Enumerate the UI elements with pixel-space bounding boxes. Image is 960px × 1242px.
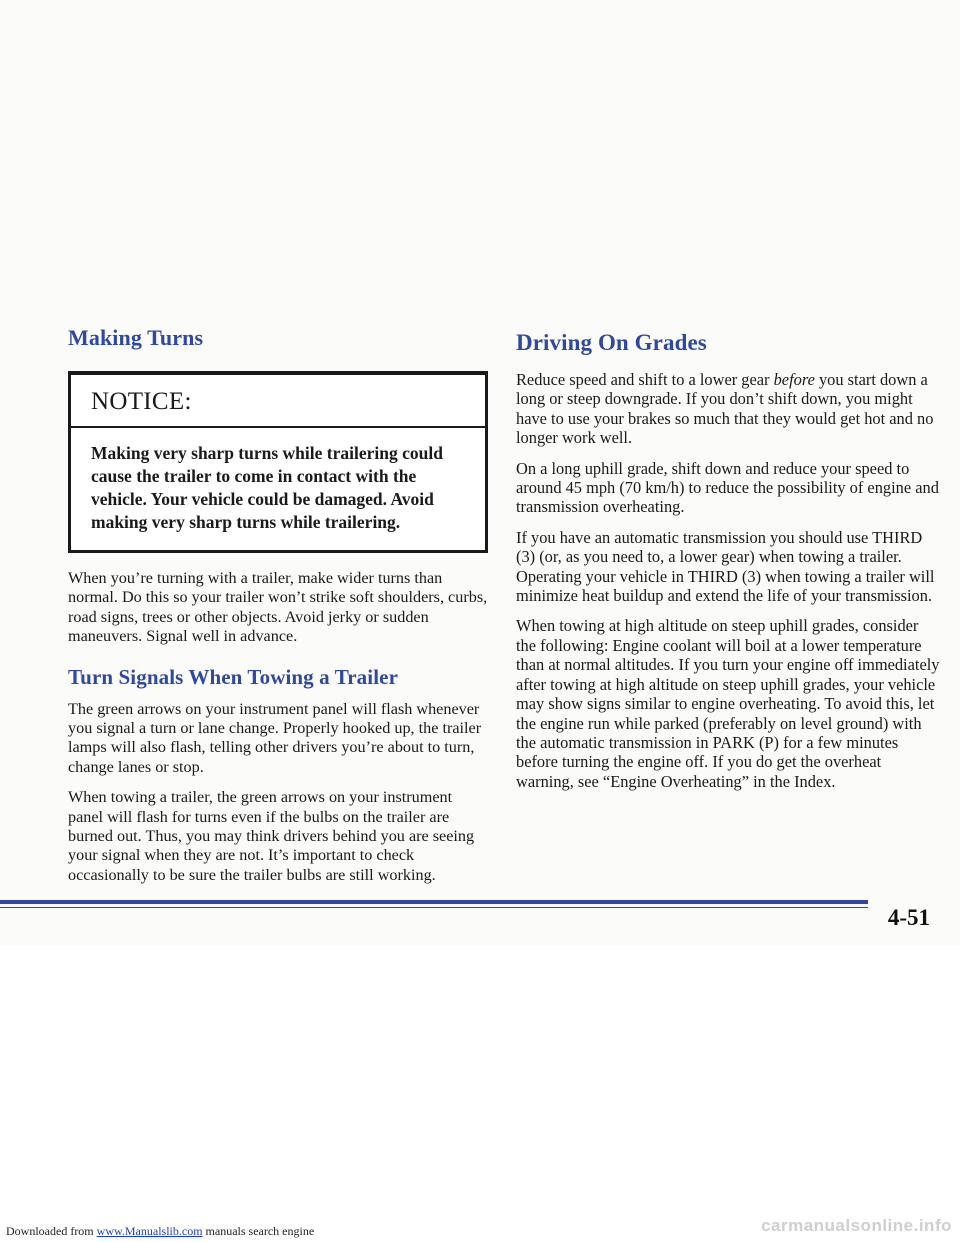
notice-text: Making very sharp turns while trailering could cause the trailer to come in contact with the vehicle. Your vehicle could be damaged. Avoid making very sharp turns while trailering. bbox=[91, 443, 443, 532]
right-column bbox=[516, 330, 941, 791]
left-column bbox=[68, 325, 488, 885]
credit-suffix: manuals search engine bbox=[202, 1224, 315, 1238]
making-turns-heading: Making Turns bbox=[68, 325, 204, 350]
downgrade-emphasis: before bbox=[773, 370, 815, 389]
downgrade-text-end: you start down a long or steep downgrade. If you don’t shift down, you might have to use your brakes so much that they would get hot and no longer work well. bbox=[516, 370, 934, 448]
turn-signals-heading: Turn Signals When Towing a Trailer bbox=[68, 664, 398, 689]
driving-on-grades-heading: Driving On Grades bbox=[516, 330, 707, 355]
high-altitude-paragraph: When towing at high altitude on steep uphill grades, consider the following: Engine coolant will boil at a lower temperature than at normal altitudes. If you turn your engine off immediately after towing at high altitude on steep uphill grades, your vehicle may show signs similar to engine overheating. To avoid this, let the engine run while parked (preferably on level ground) with the automatic transmission in PARK (P) for a few minutes before turning the engine off. If you do get the overheat warning, see “Engine Overheating” in the Index. bbox=[516, 616, 940, 791]
download-credit bbox=[6, 1224, 314, 1239]
automatic-transmission-paragraph: If you have an automatic transmission you should use THIRD (3) (or, as you need to, a lower gear) when towing a trailer. Operating your vehicle in THIRD (3) when towing a trailer will minimize heat buildup and extend the life of your transmission. bbox=[516, 527, 935, 606]
downgrade-text-start: Reduce speed and shift to a lower gear bbox=[516, 370, 774, 389]
footer-rule bbox=[0, 900, 868, 908]
carmanualsonline-watermark: carmanualsonline.info bbox=[761, 1216, 952, 1235]
footer-rule-thin bbox=[0, 907, 868, 908]
turning-paragraph: When you’re turning with a trailer, make wider turns than normal. Do this so your trailer won’t strike soft shoulders, curbs, road signs, trees or other objects. Avoid jerky or sudden maneuvers. Signal well in advance. bbox=[68, 569, 488, 646]
green-arrows-paragraph: The green arrows on your instrument panel will flash whenever you signal a turn or lane change. Properly hooked up, the trailer lamps will also flash, telling other drivers you’re about to turn, change lanes or stop. bbox=[68, 699, 482, 776]
downgrade-paragraph bbox=[516, 370, 941, 448]
uphill-paragraph: On a long uphill grade, shift down and reduce your speed to around 45 mph (70 km/h) to reduce the possibility of engine and transmission overheating. bbox=[516, 458, 939, 517]
page-number: 4-51 bbox=[887, 905, 930, 930]
credit-prefix: Downloaded from bbox=[6, 1224, 97, 1238]
notice-box bbox=[68, 371, 488, 553]
footer-rule-thick bbox=[0, 900, 868, 904]
trailer-bulbs-paragraph: When towing a trailer, the green arrows on your instrument panel will flash for turns even if the bulbs on the trailer are burned out. Thus, you may think drivers behind you are seeing your signal when they are not. It’s important to check occasionally to be sure the trailer bulbs are still working. bbox=[68, 788, 475, 884]
notice-title: NOTICE: bbox=[71, 375, 485, 428]
manualslib-link[interactable]: www.Manualslib.com bbox=[96, 1224, 203, 1238]
